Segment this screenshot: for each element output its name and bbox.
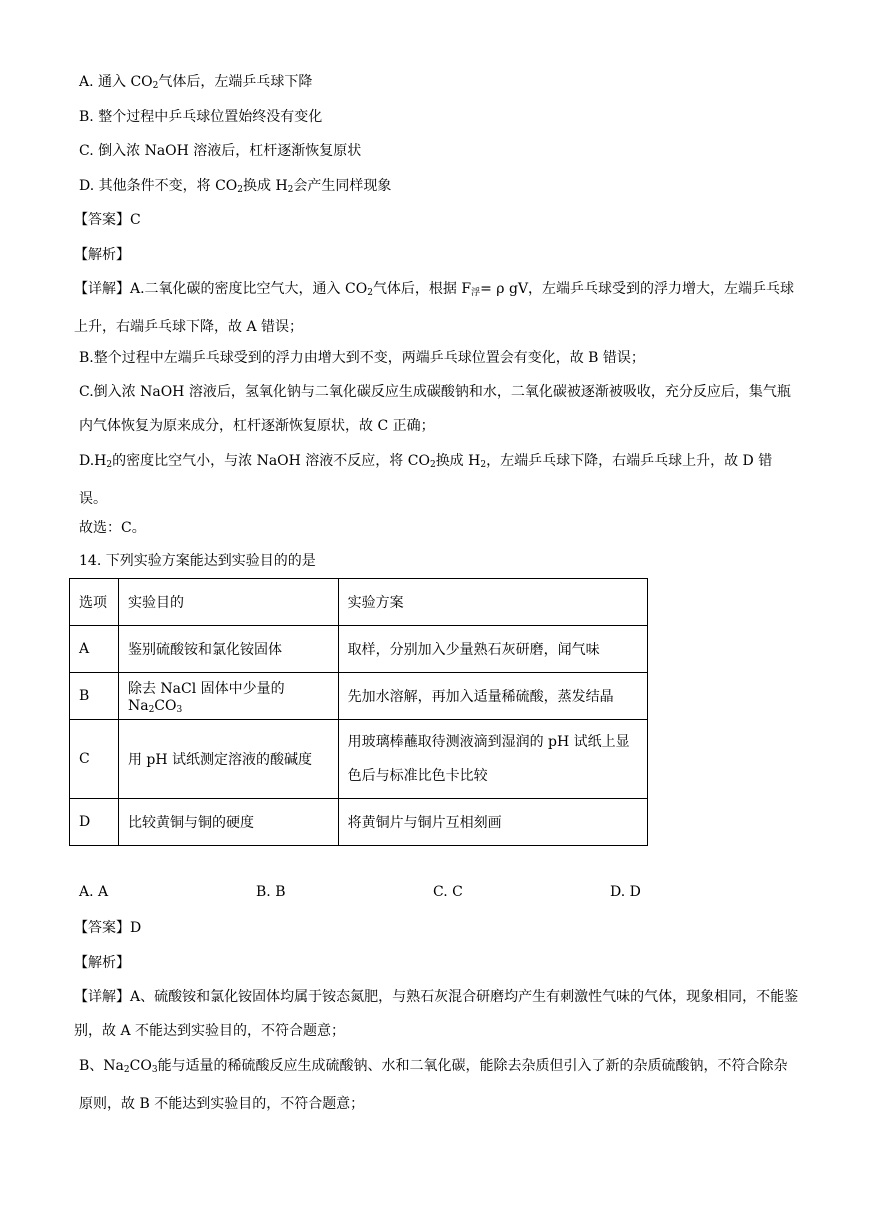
q13-option-d: D. 其他条件不变，将 $CO_2$换成 $H_2$会产生同样现象	[79, 178, 392, 195]
q14-detail-a: 【详解】A、硫酸铵和氯化铵固体均属于铵态氮肥，与熟石灰混合研磨均产生有刺激性气味的气体，现象相同，不能鉴别，故 A 不能达到实验目的，不符合题意；	[74, 989, 799, 1039]
row-purpose: 鉴别硫酸铵和氯化铵固体	[118, 626, 338, 673]
table-row	[70, 626, 648, 673]
choice-d: D. D	[610, 884, 641, 900]
row-purpose: 除去 NaCl 固体中少量的 $Na_2CO_3$	[118, 673, 338, 720]
q13-option-b: B. 整个过程中乒乓球位置始终没有变化	[79, 109, 323, 125]
row-option: C	[70, 720, 119, 799]
row-option: D	[70, 799, 119, 846]
q14-answer: 【答案】D	[74, 920, 142, 936]
table-row	[70, 799, 648, 846]
row-option: B	[70, 673, 119, 720]
row-plan: 先加水溶解，再加入适量稀硫酸，蒸发结晶	[338, 673, 647, 720]
header-option: 选项	[70, 579, 119, 626]
q13-detail-d: $D.H_2$的密度比空气小，与浓 NaOH 溶液不反应，将 $CO_2$换成 $H_2$，左端乒乓球下降，右端乒乓球上升，故 D 错误。	[79, 453, 773, 507]
q13-option-c: C. 倒入浓 NaOH 溶液后，杠杆逐渐恢复原状	[79, 143, 362, 159]
row-purpose: 用 pH 试纸测定溶液的酸碱度	[118, 720, 338, 799]
q13-answer: 【答案】C	[74, 212, 141, 228]
q14-choices	[79, 884, 799, 904]
header-purpose: 实验目的	[118, 579, 338, 626]
choice-a: A. A	[79, 884, 109, 900]
q14-analysis-heading: 【解析】	[74, 955, 130, 971]
q14-detail-b: B、$Na_2CO_3$能与适量的稀硫酸反应生成硫酸钠、水和二氧化碳，能除去杂质但引入了新的杂质硫酸钠，不符合除杂原则，故 B 不能达到实验目的，不符合题意；	[79, 1058, 788, 1112]
table-row	[70, 720, 648, 799]
row-plan: 用玻璃棒蘸取待测液滴到湿润的 pH 试纸上显色后与标准比色卡比较	[338, 720, 647, 799]
row-plan: 取样，分别加入少量熟石灰研磨，闻气味	[338, 626, 647, 673]
q13-conclusion: 故选：C。	[79, 520, 146, 536]
header-plan: 实验方案	[338, 579, 647, 626]
q13-detail-c: C.倒入浓 NaOH 溶液后，氢氧化钠与二氧化碳反应生成碳酸钠和水，二氧化碳被逐渐被吸收，充分反应后，集气瓶内气体恢复为原来成分，杠杆逐渐恢复原状，故 C 正确；	[79, 384, 791, 434]
choice-b: B. B	[256, 884, 286, 900]
q13-option-a: A. 通入 $CO_2$气体后，左端乒乓球下降	[79, 74, 313, 91]
q13-analysis-heading: 【解析】	[74, 247, 130, 263]
q14-table	[69, 578, 648, 846]
q13-detail-b: B.整个过程中左端乒乓球受到的浮力由增大到不变，两端乒乓球位置会有变化，故 B 错误；	[79, 350, 645, 366]
row-plan: 将黄铜片与铜片互相刻画	[338, 799, 647, 846]
choice-c: C. C	[433, 884, 463, 900]
table-header-row	[70, 579, 648, 626]
row-option: A	[70, 626, 119, 673]
table-row	[70, 673, 648, 720]
row-purpose: 比较黄铜与铜的硬度	[118, 799, 338, 846]
q13-detail-a: 【详解】A.二氧化碳的密度比空气大，通入 $CO_2$气体后，根据 $F_浮= \rho$ gV，左端乒乓球受到的浮力增大，左端乒乓球上升，右端乒乓球下降，故 A 错误；	[74, 281, 795, 335]
q14-question: 14. 下列实验方案能达到实验目的的是	[79, 553, 316, 569]
